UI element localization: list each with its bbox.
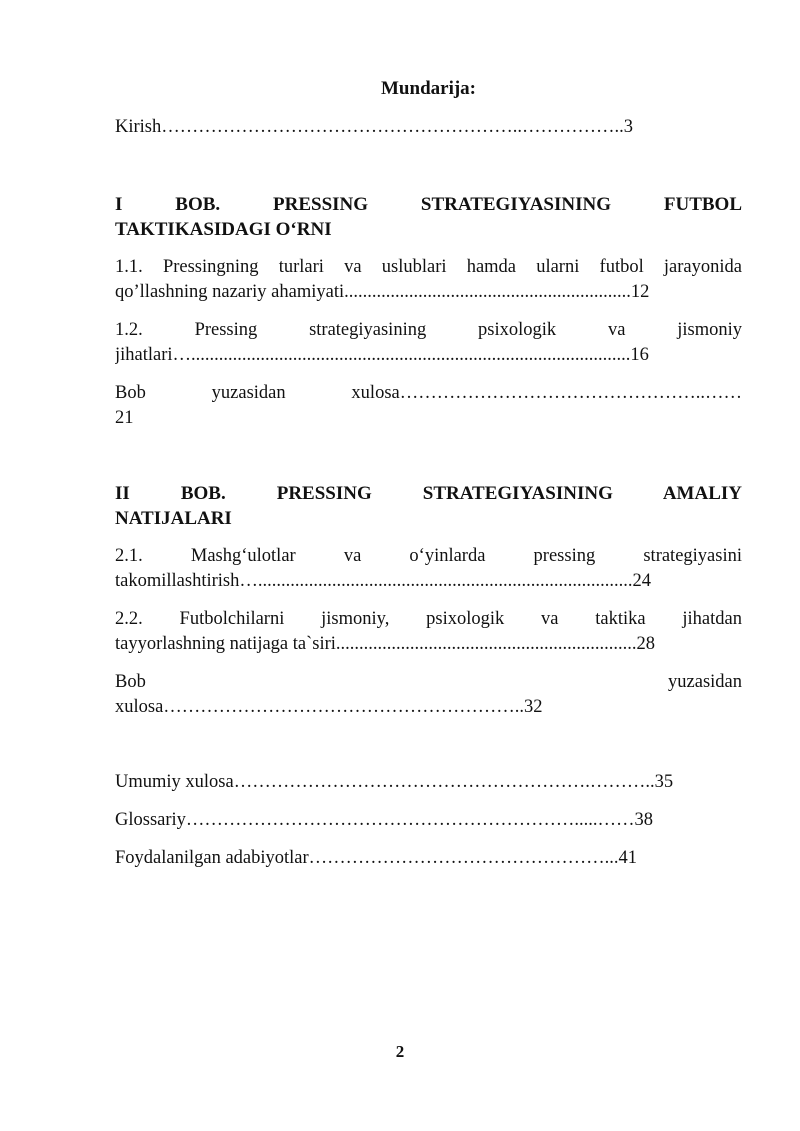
toc-entry-1-1-line-2: qo’llashning nazariy ahamiyati..............................................................12 (115, 282, 650, 302)
toc-entry-ch1-summary-line-1: Bob yuzasidan xulosa…………………………………………..…… (115, 383, 742, 403)
toc-entry-1-2-line-2: jihatlari…...............................................................................................16 (115, 345, 649, 365)
toc-entry-ch1-summary-line-2: 21 (115, 408, 134, 428)
toc-title: Mundarija: (381, 78, 476, 99)
chapter-1-title-line-2: TAKTIKASIDAGI O‘RNI (115, 219, 332, 240)
toc-entry-glossariy: Glossariy……………………………………………………….....……38 (115, 810, 654, 830)
page-number: 2 (395, 1042, 405, 1061)
toc-entry-1-1-line-1: 1.1. Pressingning turlari va uslublari hamda ularni futbol jarayonida (115, 257, 742, 277)
toc-entry-1-2-line-1: 1.2. Pressing strategiyasining psixologik va jismoniy (115, 320, 742, 340)
toc-entry-2-2-line-2: tayyorlashning natijaga ta`siri.................................................................28 (115, 634, 656, 654)
toc-entry-ch2-summary-line-2: xulosa…………………………………………………..32 (115, 697, 543, 717)
toc-entry-2-1-line-2: takomillashtirish….................................................................................24 (115, 571, 651, 591)
toc-entry-umumiy-xulosa: Umumiy xulosa………………………………………………….………..35 (115, 772, 674, 792)
chapter-2-title-line-2: NATIJALARI (115, 508, 232, 529)
toc-entry-kirish: Kirish…………………………………………………..……………..3 (115, 117, 633, 137)
toc-entry-ch2-summary-line-1: Bob yuzasidan (115, 672, 742, 692)
toc-entry-2-2-line-1: 2.2. Futbolchilarni jismoniy, psixologik va taktika jihatdan (115, 609, 742, 629)
toc-entry-adabiyotlar: Foydalanilgan adabiyotlar…………………………………………...41 (115, 848, 638, 868)
chapter-1-title-line-1: I BOB. PRESSING STRATEGIYASINING FUTBOL (115, 194, 742, 215)
toc-entry-2-1-line-1: 2.1. Mashg‘ulotlar va o‘yinlarda pressing strategiyasini (115, 546, 742, 566)
chapter-2-title-line-1: II BOB. PRESSING STRATEGIYASINING AMALIY (115, 483, 742, 504)
